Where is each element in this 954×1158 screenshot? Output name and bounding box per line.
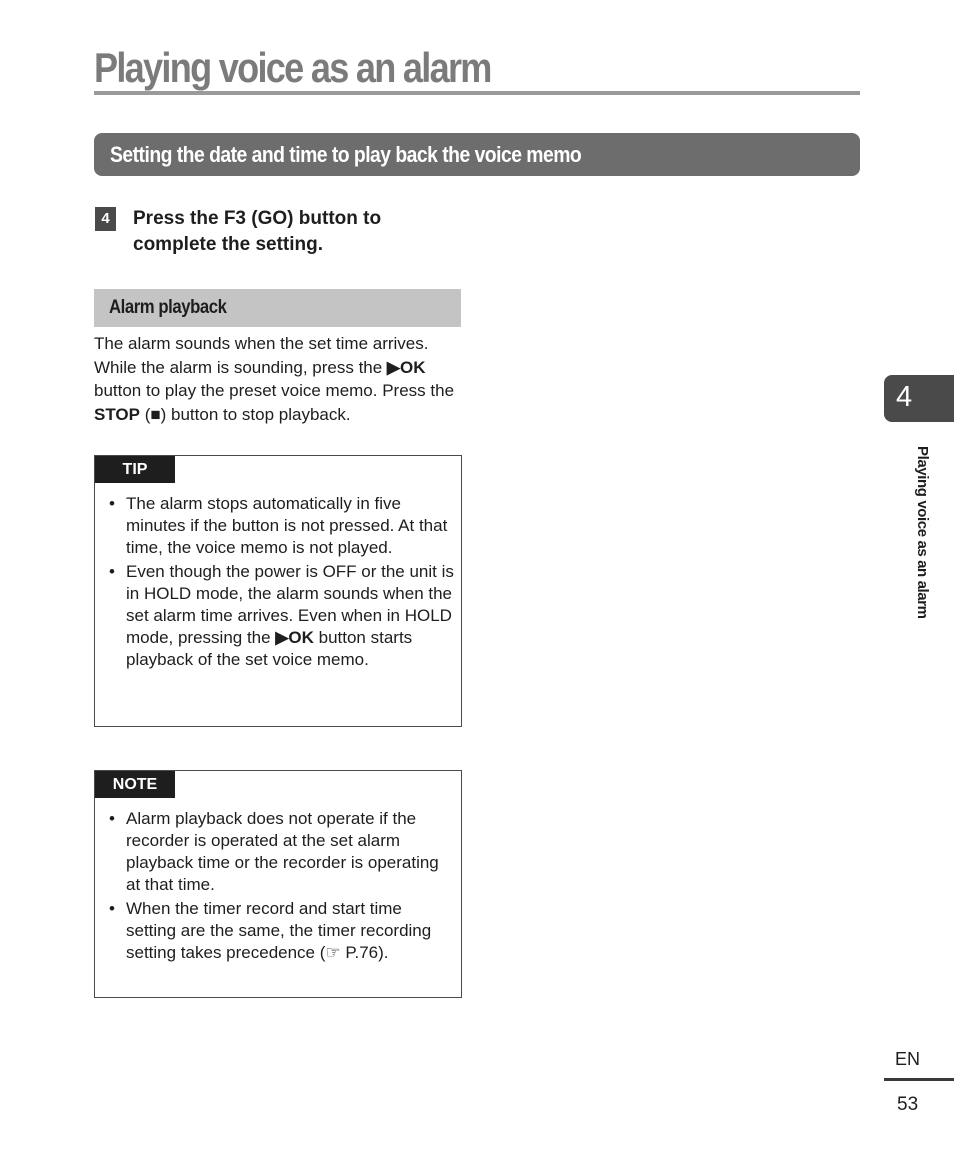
ok-button-label: ▶OK — [386, 357, 426, 377]
step-text-before: Press the — [133, 208, 224, 229]
alarm-playback-description — [94, 332, 466, 426]
description-part-1: The alarm sounds when the set time arrives. While the alarm is sounding, press the — [94, 334, 429, 377]
bullet-icon: • — [109, 562, 115, 581]
note-box — [94, 770, 462, 998]
list-item — [109, 493, 454, 559]
language-label: EN — [895, 1049, 921, 1069]
tip-label: TIP — [95, 456, 175, 483]
stop-button-label: STOP — [94, 404, 140, 424]
note-label: NOTE — [95, 771, 175, 798]
page-number: 53 — [897, 1094, 919, 1115]
list-item — [109, 561, 454, 671]
tip-list — [109, 493, 454, 673]
section-heading-bar — [94, 133, 860, 176]
footer-divider — [884, 1078, 954, 1081]
page-title: Playing voice as an alarm — [94, 44, 491, 91]
alarm-playback-heading-bar — [94, 289, 461, 327]
chapter-tab — [884, 375, 954, 422]
list-item — [109, 898, 454, 964]
section-heading: Setting the date and time to play back the voice memo — [110, 142, 582, 167]
tip-item-2-part-2: button starts playback of the set voice memo. — [126, 628, 413, 669]
bullet-icon: • — [109, 899, 115, 918]
step-number-badge: 4 — [95, 207, 116, 231]
step-instruction — [133, 206, 463, 258]
chapter-number: 4 — [896, 381, 913, 413]
description-part-2: button to play the preset voice memo. Press the — [94, 381, 455, 400]
chapter-side-label: Playing voice as an alarm — [914, 446, 931, 619]
title-underline — [94, 91, 860, 95]
tip-item-1: The alarm stops automatically in five minutes if the button is not pressed. At that time, the voice memo is not played. — [126, 494, 448, 557]
bullet-icon: • — [109, 809, 115, 828]
description-part-3: (■) button to stop playback. — [139, 404, 351, 424]
note-item-1: Alarm playback does not operate if the recorder is operated at the set alarm playback time or the recorder is operating at that time. — [126, 809, 439, 894]
tip-box — [94, 455, 462, 727]
alarm-playback-heading: Alarm playback — [109, 297, 227, 318]
list-item — [109, 808, 454, 896]
step-button-name: F3 (GO) — [223, 208, 294, 229]
tip-item-2-part-1: Even though the power is OFF or the unit is in HOLD mode, the alarm sounds when the set alarm time arrives. Even when in HOLD mode, pressing the — [126, 562, 454, 647]
ok-button-label: ▶OK — [275, 628, 314, 647]
bullet-icon: • — [109, 494, 115, 513]
note-item-2: When the timer record and start time setting are the same, the timer recording setting takes precedence (☞ P.76). — [126, 899, 432, 962]
note-list — [109, 808, 454, 966]
step-text-after: button to complete the setting. — [133, 208, 382, 255]
